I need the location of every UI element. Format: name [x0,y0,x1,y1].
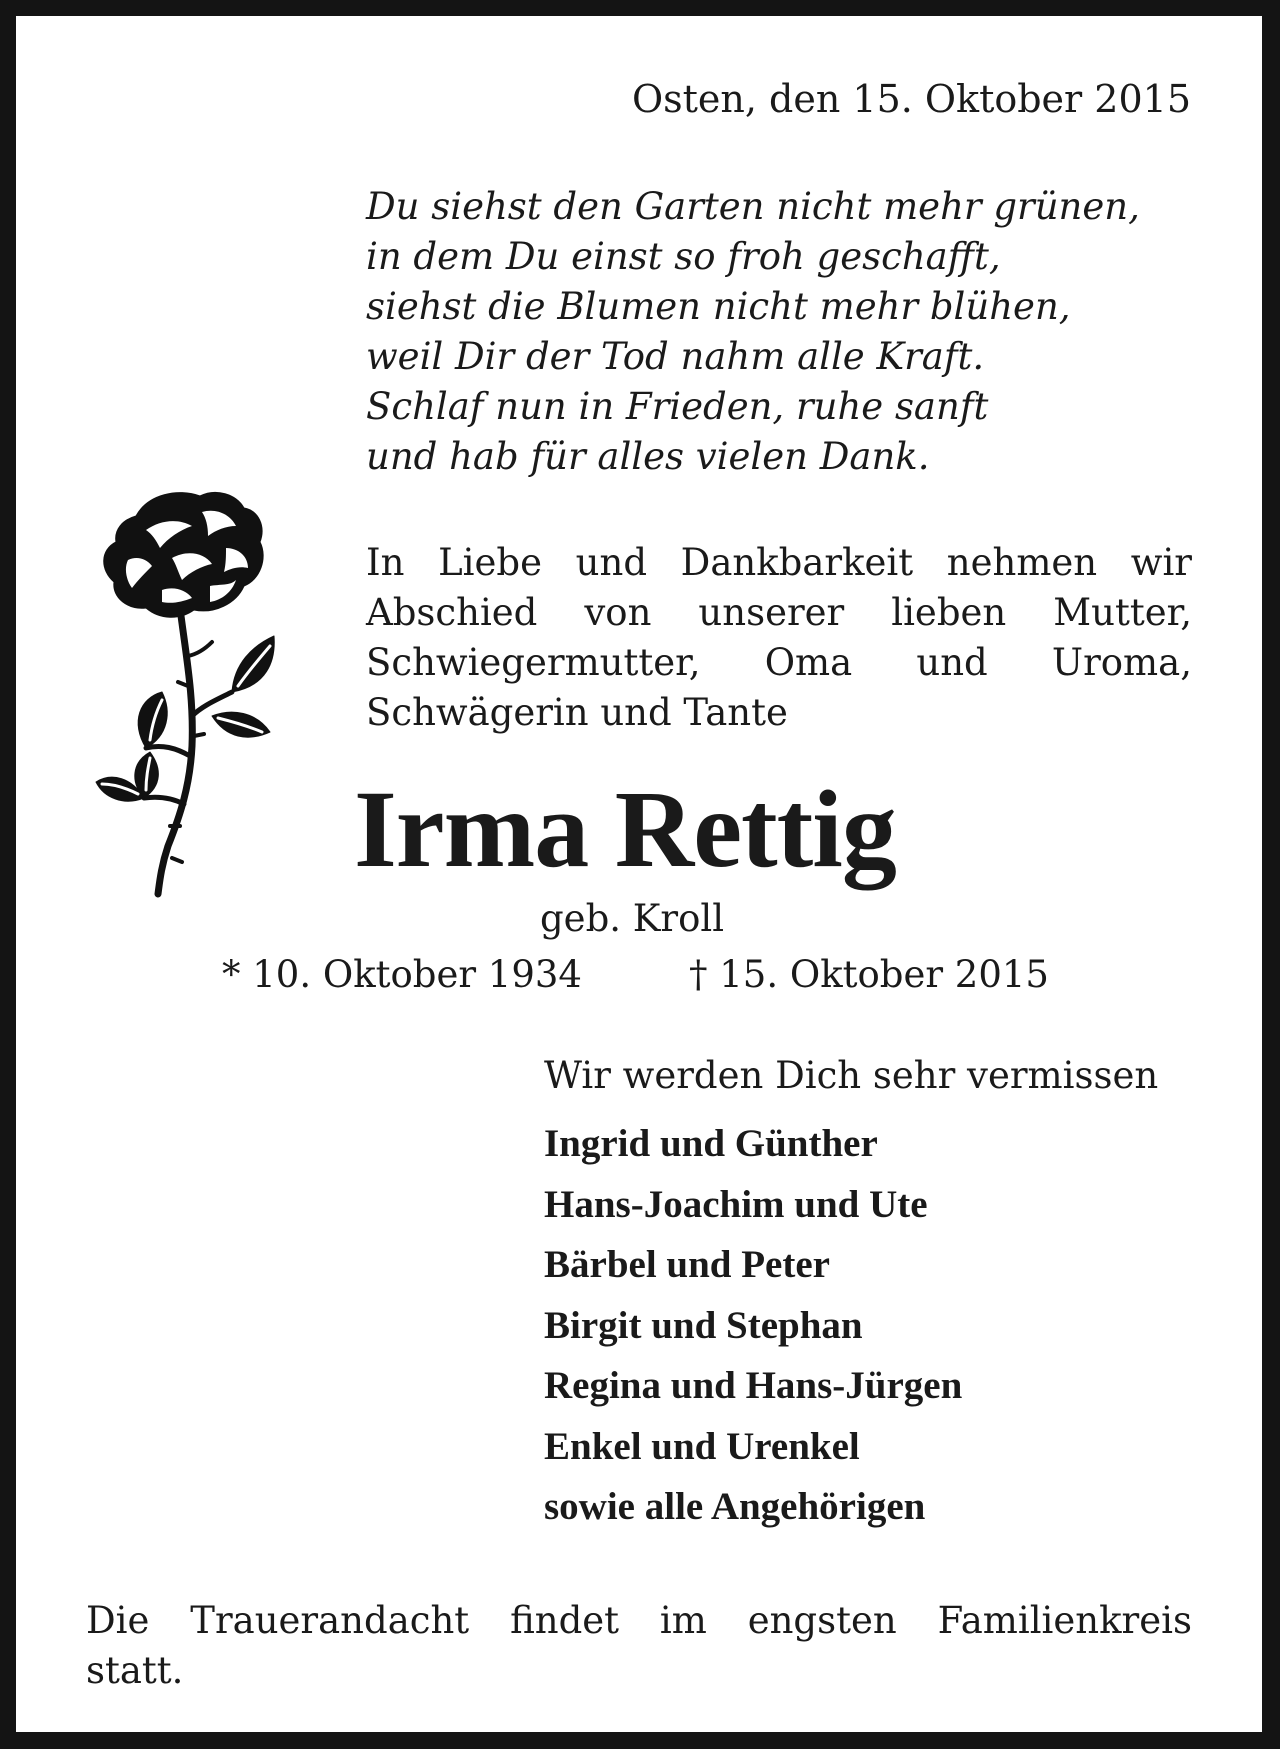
word: und [916,641,988,684]
intro-line [366,538,1192,588]
footer-note [86,1596,1192,1696]
word: Trauerandacht [190,1599,470,1642]
word: und [575,541,648,584]
poem-line: in dem Du einst so froh geschafft, [366,235,1001,278]
word: Dankbarkeit [680,541,914,584]
poem-line: weil Dir der Tod nahm alle Kraft. [366,335,985,378]
word: engsten [747,1599,897,1642]
deceased-name: Irma Rettig [354,768,896,890]
mourner: Regina und Hans-Jürgen [544,1364,963,1407]
birth-date: * 10. Oktober 1934 [222,953,582,996]
death-date: † 15. Oktober 2015 [689,953,1049,996]
maiden-name: geb. Kroll [540,897,725,940]
word: Die [86,1599,150,1642]
footer-line [86,1596,1192,1646]
word: unserer [698,591,845,634]
mourner: Bärbel und Peter [544,1243,830,1286]
obituary-notice [16,16,1262,1732]
mourners-list [544,1114,962,1538]
mourner: Ingrid und Günther [544,1122,878,1165]
word: Mutter, [1053,591,1192,634]
poem-line: und hab für alles vielen Dank. [366,435,930,478]
word: In [366,541,405,584]
word: Schwiegermutter, [366,641,701,684]
footer-line: statt. [86,1649,184,1692]
word: wir [1130,541,1192,584]
word: nehmen [946,541,1098,584]
word: von [584,591,652,634]
mourner: Enkel und Urenkel [544,1424,860,1468]
rose-icon [76,486,276,906]
poem [366,182,1140,482]
intro-line [366,638,1192,688]
word: Uroma, [1051,641,1192,684]
word: Oma [764,641,853,684]
intro-text [366,538,1192,738]
mourner: sowie alle Angehörigen [544,1485,926,1528]
mourner: Birgit und Stephan [544,1303,863,1347]
word: findet [510,1599,620,1642]
poem-line: siehst die Blumen nicht mehr blühen, [366,285,1071,328]
word: lieben [891,591,1007,634]
word: im [659,1599,707,1642]
place-date: Osten, den 15. Oktober 2015 [631,77,1191,121]
intro-line [366,588,1192,638]
mourner: Hans-Joachim und Ute [544,1182,928,1226]
intro-line: Schwägerin und Tante [366,691,788,734]
closing-line: Wir werden Dich sehr vermissen [544,1054,1159,1097]
word: Abschied [366,591,538,634]
word: Familienkreis [937,1599,1192,1642]
poem-line: Schlaf nun in Frieden, ruhe sanft [366,385,989,428]
word: Liebe [438,541,542,584]
poem-line: Du siehst den Garten nicht mehr grünen, [366,185,1140,228]
